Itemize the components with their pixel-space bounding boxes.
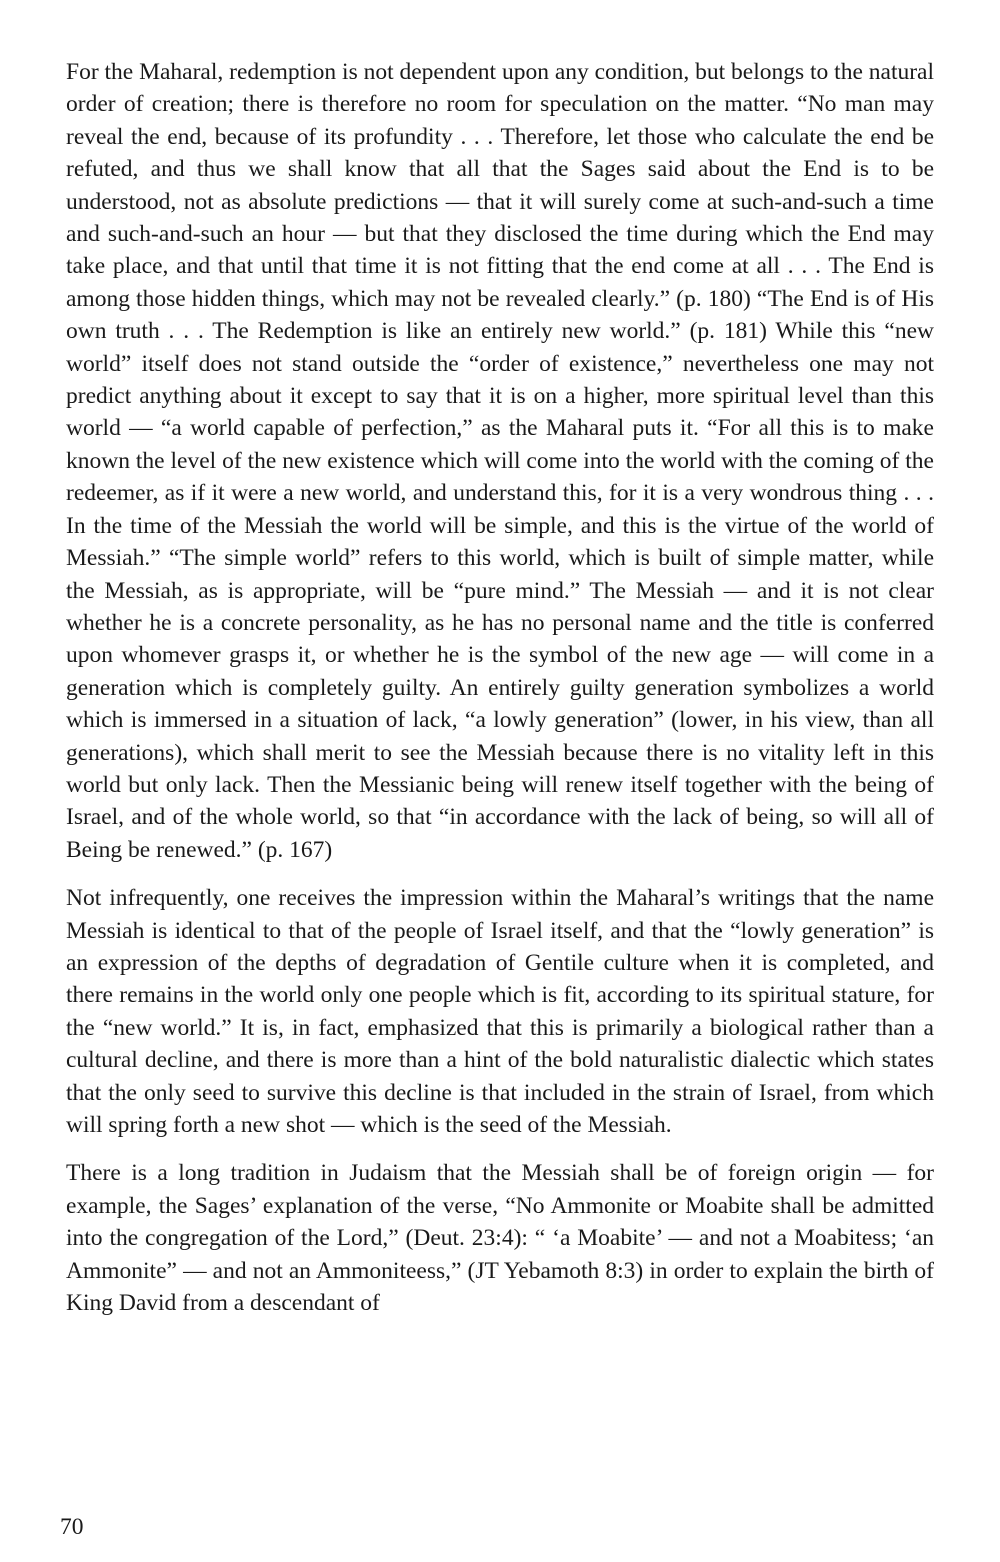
paragraph-3: There is a long tradition in Judaism that the Messiah shall be of foreign origin — for example, the Sages’ explanation of the verse, “No Ammonite or Moabite shall be admitted into the congregation of the Lord,” (Deut. 23:4): “ ‘a Moabite’ — and not a Moabitess; ‘an Ammonite” — and not an Ammoniteess,” (JT Yebamoth 8:3) in order to explain the birth of King David from a descendant of [66,1160,934,1317]
paragraph-2: Not infrequently, one receives the impression within the Maharal’s writings that the name Messiah is identical to that of the people of Israel itself, and that the “lowly generation” is an expression of the depths of degradation of Gentile culture when it is completed, and there remains in the world only one people which is fit, according to its spiritual stature, for the “new world.” It is, in fact, emphasized that this is primarily a biological rather than a cultural decline, and there is more than a hint of the bold naturalistic dialectic which states that the only seed to survive this decline is that included in the strain of Israel, from which will spring forth a new shot — which is the seed of the Messiah. [66,885,934,1138]
page-number: 70 [60,1514,84,1540]
page-body [66,56,934,1319]
paragraph-1: For the Maharal, redemption is not dependent upon any condition, but belongs to the natural order of creation; there is therefore no room for speculation on the matter. “No man may reveal the end, because of its profundity . . . Therefore, let those who calculate the end be refuted, and thus we shall know that all that the Sages said about the End is to be understood, not as absolute predictions — that it will surely come at such-and-such a time and such-and-such an hour — but that they disclosed the time during which the End may take place, and that until that time it is not fitting that the end come at all . . . The End is among those hidden things, which may not be revealed clearly.” (p. 180) “The End is of His own truth . . . The Redemption is like an entirely new world.” (p. 181) While this “new world” itself does not stand outside the “order of existence,” nevertheless one may not predict anything about it except to say that it is on a higher, more spiritual level than this world — “a world capable of perfection,” as the Maharal puts it. “For all this is to make known the level of the new existence which will come into the world with the coming of the redeemer, as if it were a new world, and understand this, for it is a very wondrous thing . . . In the time of the Messiah the world will be simple, and this is the virtue of the world of Messiah.” “The simple world” refers to this world, which is built of simple matter, while the Messiah, as is appropriate, will be “pure mind.” The Messiah — and it is not clear whether he is a concrete personality, as he has no personal name and the title is conferred upon whomever grasps it, or whether he is the symbol of the new age — will come in a generation which is completely guilty. An entirely guilty generation symbolizes a world which is immersed in a situation of lack, “a lowly generation” (lower, in his view, than all generations), which shall merit to see the Messiah because there is no vitality left in this world but only lack. Then the Messianic being will renew itself together with the being of Israel, and of the whole world, so that “in accordance with the lack of being, so will all of Being be renewed.” (p. 167) [66,59,935,863]
